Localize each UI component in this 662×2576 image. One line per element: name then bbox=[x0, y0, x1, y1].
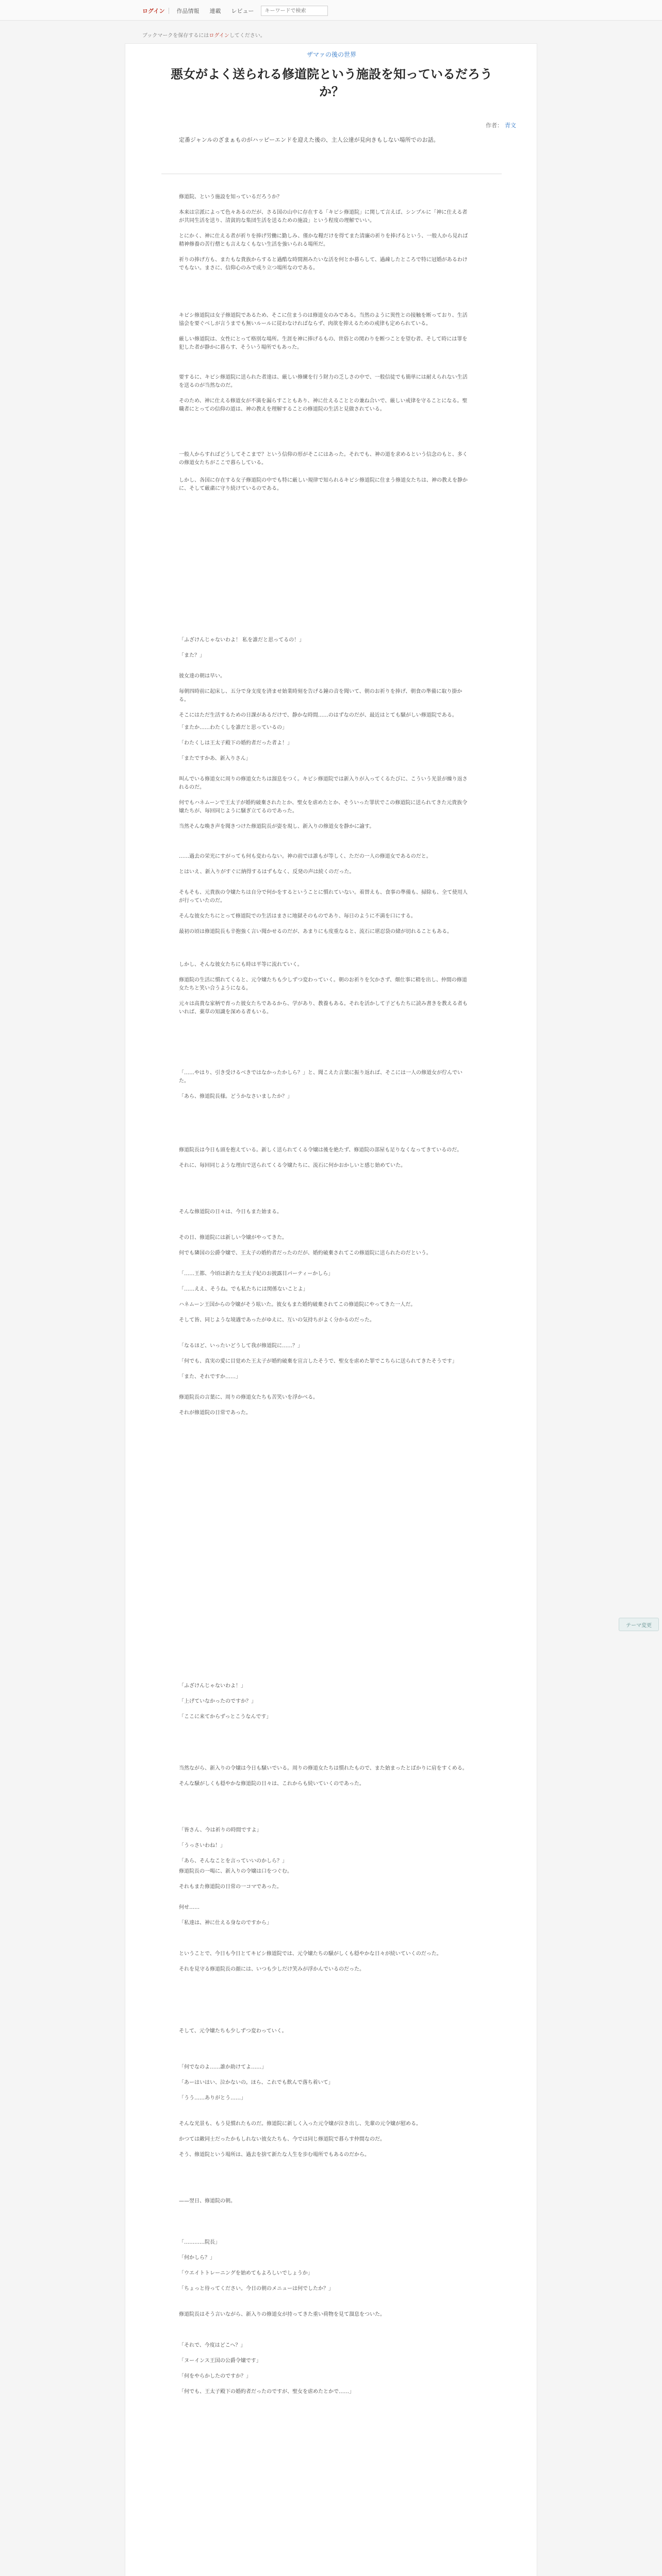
body-section-dialogue6 bbox=[179, 1826, 471, 1873]
body-section-block22 bbox=[179, 2063, 471, 2110]
body-section-block24 bbox=[179, 2197, 471, 2213]
body-paragraph: 当然ながら、新入りの令嬢は今日も騒いでいる。周りの修道女たちは慣れたもので、また始まったとばかりに肩をすくめる。 bbox=[179, 1766, 468, 1771]
body-section-dialogue4 bbox=[179, 1270, 471, 1301]
body-section-block13 bbox=[179, 1234, 471, 1265]
body-section-block10 bbox=[179, 961, 471, 1024]
side-button-label: テーマ変更 bbox=[626, 1622, 652, 1629]
body-paragraph: 本来は宗派によって色々あるのだが、さる国の山中に存在する「キビシ修道院」に関して言えば、シンプルに「神に仕える者が共同生活を送り、清貧的な集団生活を送るための施設」という程度の理解でいい。 bbox=[179, 210, 468, 224]
body-paragraph: 修道院長はそう言いながら、新入りの修道女が持ってきた重い荷物を見て溜息をついた。 bbox=[179, 2312, 385, 2317]
body-paragraph: 「…………院長」 bbox=[179, 2240, 220, 2245]
body-paragraph: 「……王都、今頃は新たな王太子妃のお披露目パーティーかしら」 bbox=[179, 1271, 334, 1277]
body-paragraph: 毎朝四時前に起床し、五分で身支度を済ませ始業時刻を告げる鐘の音を聞いて、朝のお祈りを捧げ、朝食の準備に取り掛かる。 bbox=[179, 689, 462, 703]
body-paragraph: そして皆、同じような境遇であったがゆえに、互いの気持ちがよく分かるのだった。 bbox=[179, 1317, 375, 1323]
body-paragraph: 「私達は、神に仕える身なのですから」 bbox=[179, 1920, 272, 1926]
body-paragraph: 「わたくしは王太子殿下の婚約者だった者よ！」 bbox=[179, 740, 292, 746]
body-section-block25 bbox=[179, 2311, 471, 2326]
body-paragraph: キビシ修道院は女子修道院であるため、そこに住まうのは修道女のみである。当然のように異性との接触を断っており、生活協会を要ぐべしが言うまでも無いルールに従わなければならず、肉欲を抑えるための戒律も定められている。 bbox=[179, 313, 468, 327]
body-section-block5 bbox=[179, 477, 471, 500]
notice-login-link[interactable]: ログイン bbox=[209, 33, 229, 39]
body-paragraph: 修道院長の一喝に、新入りの令嬢は口をつぐむ。 bbox=[179, 1869, 292, 1874]
body-section-dialogue8 bbox=[179, 2342, 471, 2403]
body-paragraph: 「ふざけんじゃないわよ！」 bbox=[179, 1683, 246, 1689]
body-paragraph: それに、毎回同じような理由で送られてくる令嬢たちに、流石に何かおかしいと感じ始めていた。 bbox=[179, 1163, 406, 1168]
body-paragraph: ——翌日、修道院の朝。 bbox=[179, 2198, 236, 2204]
body-paragraph: 「あら、修道院長様。どうかなさいましたか？」 bbox=[179, 1094, 292, 1099]
body-section-dialogue1 bbox=[179, 636, 471, 667]
body-section-block14 bbox=[179, 1301, 471, 1332]
login-link[interactable]: ログイン bbox=[142, 8, 165, 14]
body-paragraph: 「うっさいわね！」 bbox=[179, 1843, 225, 1849]
body-paragraph: 「何かしら？」 bbox=[179, 2255, 215, 2261]
story-title: 悪女がよく送られる修道院という施設を知っているだろうか？ bbox=[171, 67, 492, 99]
body-section-block9 bbox=[179, 889, 471, 943]
body-paragraph: 修道院長は今日も頭を抱えている。新しく送られてくる令嬢は後を絶たず、修道院の部屋も足りなくなってきているのだ。 bbox=[179, 1147, 462, 1153]
body-paragraph: そんな光景も、もう見慣れたものだ。修道院に新しく入った元令嬢が泣き出し、先輩の元令嬢が慰める。 bbox=[179, 2121, 421, 2127]
series-title[interactable]: ザマァの後の世界 bbox=[306, 51, 356, 58]
body-paragraph: 「また、それですか……」 bbox=[179, 1374, 241, 1380]
body-paragraph: 要するに、キビシ修道院に送られた者達は、厳しい修練を行う財力の乏しさの中で、一般信徒でも簡単には耐えられない生活を送るのが当然なのだ。 bbox=[179, 375, 468, 388]
body-section-block19 bbox=[179, 1904, 471, 1935]
body-paragraph: そう、修道院という場所は、過去を捨て新たな人生を歩む場所でもあるのだから。 bbox=[179, 2152, 370, 2158]
story-card bbox=[125, 43, 537, 2576]
body-paragraph: しかし、各国に存在する女子修道院の中でも特に厳しい規律で知られるキビシ修道院に住まう修道女たちは、神の教えを静かに、そして厳粛に守り続けているのである。 bbox=[179, 478, 468, 492]
nav-item-series[interactable]: 連載 bbox=[209, 8, 221, 14]
body-section-block8 bbox=[179, 853, 471, 884]
body-section-dialogue7 bbox=[179, 2239, 471, 2300]
body-paragraph: しかし、そんな彼女たちにも時は平等に流れていく。 bbox=[179, 962, 303, 968]
body-section-block2 bbox=[179, 312, 471, 359]
body-paragraph: 修道院の生活に慣れてくると、元令嬢たちも少しずつ変わっていく。朝のお祈りを欠かさず、畑仕事に精を出し、仲間の修道女たちと笑い合うようになる。 bbox=[179, 977, 467, 991]
body-section-block1 bbox=[179, 193, 471, 280]
body-paragraph: そのため、神に仕える修道女が不満を漏らすこともあり、神に仕えることとの兼ね合いで、厳しい戒律を守ることになる。聖職者にとっての信仰の道は、神の教えを理解することの修道院の生活と見做されている。 bbox=[179, 398, 468, 412]
body-paragraph: とにかく、神に仕える者が祈りを捧げ労働に勤しみ、僅かな糧だけを得てまた清廉の祈りを捧げるという、一般人から見れば精神修養の苦行僧とも言えなくもない生活を強いられる場所だ。 bbox=[179, 233, 468, 247]
body-section-block3 bbox=[179, 374, 471, 421]
body-paragraph: その日、修道院には新しい令嬢がやってきた。 bbox=[179, 1235, 287, 1241]
body-paragraph: 「また？」 bbox=[179, 653, 205, 658]
side-menu-button[interactable] bbox=[619, 1618, 659, 1631]
body-paragraph: 「何でも、王太子殿下の婚約者だったのですが、聖女を虐めたとかで……」 bbox=[179, 2389, 354, 2395]
body-section-block21 bbox=[179, 2027, 471, 2043]
search-input[interactable] bbox=[261, 6, 328, 16]
author-link[interactable]: 青文 bbox=[505, 122, 516, 129]
notice-suffix: してください。 bbox=[229, 33, 266, 39]
bookmark-login-notice bbox=[142, 31, 266, 39]
body-section-block6 bbox=[179, 672, 471, 727]
body-paragraph: 「何をやらかしたのですか？」 bbox=[179, 2374, 251, 2379]
body-paragraph: 「ここに来てからずっとこうなんです」 bbox=[179, 1714, 272, 1720]
body-paragraph: 何でも隣国の公爵令嬢で、王太子の婚約者だったのだが、婚約破棄されてこの修道院に送られたのだという。 bbox=[179, 1250, 432, 1256]
body-section-block20 bbox=[179, 1950, 471, 1981]
body-paragraph: 修道院長の言葉に、周りの修道女たちも苦笑いを浮かべる。 bbox=[179, 1395, 318, 1400]
body-paragraph: それが修道院の日常であった。 bbox=[179, 1410, 251, 1416]
body-paragraph: 「上げていなかったのですか？」 bbox=[179, 1699, 256, 1704]
body-paragraph: 「またか……わたくしを誰だと思っているの」 bbox=[179, 725, 287, 731]
body-paragraph: そんな彼女たちにとって修道院での生活はまさに地獄そのものであり、毎日のように不満を口にする。 bbox=[179, 913, 416, 919]
body-paragraph: かつては敵同士だったかもしれない彼女たちも、今では同じ修道院で暮らす仲間なのだ。 bbox=[179, 2137, 385, 2142]
body-section-block11 bbox=[179, 1146, 471, 1177]
body-section-block17 bbox=[179, 1765, 471, 1795]
body-section-block23 bbox=[179, 2120, 471, 2166]
body-paragraph: 叫んでいる修道女に周りの修道女たちは溜息をつく。キビシ修道院では新入りが入ってくるたびに、こういう光景が繰り返されるのだ。 bbox=[179, 776, 468, 790]
story-summary: 定番ジャンルのざまぁものがハッピーエンドを迎えた後の、主人公達が見向きもしない場所でのお話。 bbox=[179, 137, 439, 143]
body-paragraph: そんな騒がしくも穏やかな修道院の日々は、これからも続いていくのであった。 bbox=[179, 1781, 365, 1787]
top-navigation-bar bbox=[0, 0, 662, 21]
body-paragraph: 当然そんな喚き声を聞きつけた修道院長が姿を現し、新入りの修道女を静かに諭す。 bbox=[179, 824, 375, 829]
body-paragraph: そして、元令嬢たちも少しずつ変わっていく。 bbox=[179, 2028, 287, 2034]
body-paragraph: 元々は高貴な家柄で育った彼女たちであるから、学があり、教養もある。それを活かして子どもたちに読み書きを教える者もいれば、薬草の知識を深める者もいる。 bbox=[179, 1001, 468, 1015]
body-paragraph: 「皆さん、今は祈りの時間ですよ」 bbox=[179, 1827, 262, 1833]
body-paragraph: 何でもハネムーンで王太子が婚約破棄されたとか、聖女を虐めたとか、そういった罪状でこの修道院に送られてきた元貴族令嬢たちが、毎回同じように騒ぎ立てるのであった。 bbox=[179, 800, 468, 814]
nav-item-review[interactable]: レビュー bbox=[231, 8, 254, 14]
body-paragraph: それを見守る修道院長の顔には、いつも少しだけ笑みが浮かんでいるのだった。 bbox=[179, 1967, 365, 1972]
body-paragraph: 「あら、そんなことを言っていいのかしら？」 bbox=[179, 1858, 287, 1864]
body-paragraph: 「……やはり、引き受けるべきではなかったかしら？」と、聞こえた言葉に振り返れば、そこには一人の修道女が佇んでいた。 bbox=[179, 1070, 462, 1084]
nav-items bbox=[142, 5, 328, 16]
body-section-dialogue5 bbox=[179, 1342, 471, 1388]
body-paragraph: 「ちょっと待ってください。今日の朝のメニューは何でしたか？」 bbox=[179, 2286, 334, 2292]
body-section-block12 bbox=[179, 1208, 471, 1224]
body-section-block4 bbox=[179, 451, 471, 474]
body-paragraph: それもまた修道院の日常の一コマであった。 bbox=[179, 1884, 282, 1890]
body-paragraph: ……過去の栄光にすがっても何も変わらない。神の前では誰もが等しく、ただの一人の修道女であるのだと。 bbox=[179, 854, 432, 859]
body-paragraph: とはいえ、新入りがすぐに納得するはずもなく、反発の声は続くのだった。 bbox=[179, 869, 355, 875]
body-paragraph: 「またですかあ、新入りさん」 bbox=[179, 756, 251, 761]
body-paragraph: 「何でなのよ……誰か助けてよ……」 bbox=[179, 2064, 267, 2070]
body-paragraph: 「ウエイトトレーニングを始めてもよろしいでしょうか」 bbox=[179, 2270, 313, 2276]
body-paragraph: 「ヌーインス王国の公爵令嬢です」 bbox=[179, 2358, 261, 2364]
body-section-block15 bbox=[179, 1394, 471, 1425]
body-paragraph: ということで、今日も今日とてキビシ修道院では、元令嬢たちの騒がしくも穏やかな日々が続いていくのだった。 bbox=[179, 1951, 442, 1957]
body-section-block18 bbox=[179, 1868, 471, 1899]
body-paragraph: 彼女達の朝は早い。 bbox=[179, 673, 225, 679]
body-section-dialogue3 bbox=[179, 1069, 471, 1108]
author-row bbox=[486, 121, 516, 129]
body-paragraph: ハネムーン王国からの令嬢がそう呟いた。彼女もまた婚約破棄されてこの修道院にやってきた一人だ。 bbox=[179, 1302, 416, 1308]
body-paragraph: そこにはただ生活するための日課があるだけで、静かな時間……のはずなのだが、最近はとても騒がしい修道院である。 bbox=[179, 713, 457, 718]
body-section-block16 bbox=[179, 1682, 471, 1728]
body-paragraph: 「なるほど、いったいどうして我が修道院に……？」 bbox=[179, 1343, 303, 1349]
author-label: 作者： bbox=[486, 122, 503, 129]
body-section-block7 bbox=[179, 775, 471, 838]
body-paragraph: 「それで、今度はどこへ？」 bbox=[179, 2343, 246, 2348]
body-paragraph: 一般人からすればどうしてそこまで？という信仰の形がそこにはあった。それでも、神の道を求めるという信念のもと、多くの修道女たちがここで暮らしている。 bbox=[179, 452, 468, 466]
body-section-dialogue2 bbox=[179, 724, 471, 770]
body-paragraph: 「……ええ、そうね。でも私たちには関係ないことよ」 bbox=[179, 1286, 308, 1292]
body-paragraph: 修道院、という施設を知っているだろうか？ bbox=[179, 194, 282, 200]
body-paragraph: 「ふざけんじゃないわよ！ 私を誰だと思ってるの！」 bbox=[179, 637, 305, 643]
body-paragraph: 最初の頃は修道院長も辛抱強く言い聞かせるのだが、あまりにも度重なると、流石に堪忍袋の緒が切れることもある。 bbox=[179, 929, 452, 935]
body-paragraph: 「何でも、真実の愛に目覚めた王太子が婚約破棄を宣言したそうで、聖女を虐めた罪でこちらに送られてきたそうです」 bbox=[179, 1359, 457, 1364]
body-paragraph: 「うう……ありがとう……」 bbox=[179, 2095, 246, 2101]
body-paragraph: 「あーはいはい、泣かないの。ほら、これでも飲んで落ち着いて」 bbox=[179, 2080, 334, 2086]
body-paragraph: 何せ…… bbox=[179, 1905, 200, 1910]
body-paragraph: 祈りの捧げ方も、またもな貴族からすると過酷な時間割みたいな活を何とか暮らして、過疎したところで特に冠婚があるわけでもない。まさに、信仰心のみで成り立つ場所なのである。 bbox=[179, 257, 468, 271]
body-paragraph: そもそも、元貴族の令嬢たちは自分で何かをするということに慣れていない。着替えも、食事の準備も、掃除も、全て使用人が行っていたのだ。 bbox=[179, 890, 468, 904]
body-paragraph: そんな修道院の日々は、今日もまた始まる。 bbox=[179, 1209, 282, 1215]
nav-item-works[interactable]: 作品情報 bbox=[176, 8, 200, 14]
notice-prefix: ブックマークを保存するには bbox=[142, 33, 209, 39]
body-paragraph: 厳しい修道院は、女性にとって格別な場所。生涯を神に捧げるもの、世俗との関わりを断つことを望む者、そして時には罪を犯した者が静かに暮らす、そういう場所でもあった。 bbox=[179, 336, 468, 350]
